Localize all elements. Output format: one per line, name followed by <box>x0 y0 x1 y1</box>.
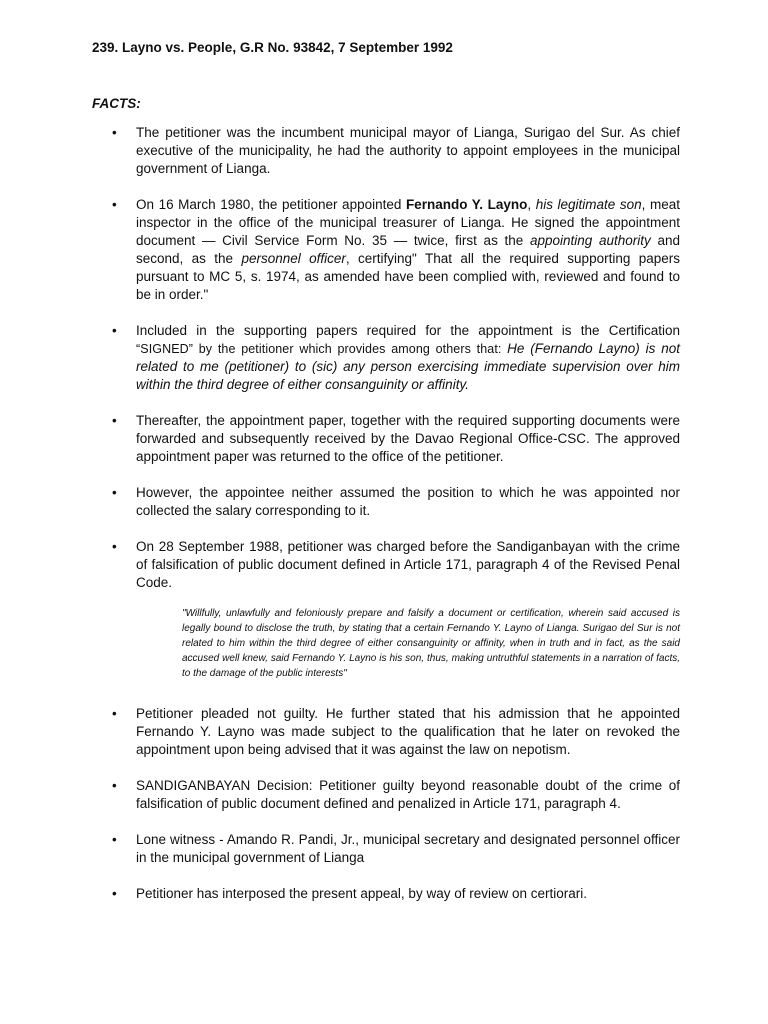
bullet-icon: • <box>112 539 117 554</box>
list-item <box>92 412 680 466</box>
bullet-icon: • <box>112 778 117 793</box>
item-text: Thereafter, the appointment paper, together with the required supporting documents were forwarded and subsequently received by the Davao Regional Office-CSC. The approved appointment paper was returned to the office of the petitioner. <box>136 413 680 464</box>
list-item <box>92 777 680 813</box>
bullet-icon: • <box>112 706 117 721</box>
item-text: On 28 September 1988, petitioner was charged before the Sandiganbayan with the crime of falsification of public document defined in Article 171, paragraph 4 of the Revised Penal Code. <box>136 539 680 590</box>
item-text: , certifying" That all the required supporting papers pursuant to MC 5, s. 1974, as amended have been complied with, reviewed and found to be in order." <box>136 251 680 302</box>
item-text: However, the appointee neither assumed the position to which he was appointed nor collected the salary corresponding to it. <box>136 485 680 518</box>
bullet-icon: • <box>112 886 117 901</box>
relation-text: his legitimate son <box>535 197 642 212</box>
bullet-icon: • <box>112 323 117 338</box>
bullet-icon: • <box>112 485 117 500</box>
bullet-icon: • <box>112 125 117 140</box>
item-text: The petitioner was the incumbent municipal mayor of Lianga, Surigao del Sur. As chief executive of the municipality, he had the authority to appoint employees in the municipal government of Lianga. <box>136 125 680 176</box>
item-text: , meat inspector in the office of the municipal treasurer of Lianga. He signed the appointment document — Civil Service Form No. 35 — twice, first as the <box>136 197 680 248</box>
list-item <box>92 831 680 867</box>
bullet-icon: • <box>112 197 117 212</box>
certification-text: He (Fernando Layno) is not related to me (petitioner) to (sic) any person exercising immediate supervision over him within the third degree of either consanguinity or affinity. <box>136 341 680 392</box>
role-text: appointing authority <box>529 233 651 248</box>
item-text: On 16 March 1980, the petitioner appointed <box>136 197 406 212</box>
item-text: Petitioner pleaded not guilty. He further stated that his admission that he appointed Fernando Y. Layno was made subject to the qualification that he later on revoked the appointment upon being advised that it was against the law on nepotism. <box>136 706 680 757</box>
item-text: Lone witness - Amando R. Pandi, Jr., municipal secretary and designated personnel officer in the municipal government of Lianga <box>136 832 680 865</box>
bullet-icon: • <box>112 413 117 428</box>
facts-heading: FACTS: <box>92 96 141 111</box>
list-item <box>92 124 680 178</box>
role-text: personnel officer <box>241 251 346 266</box>
facts-list <box>92 124 680 921</box>
bullet-icon: • <box>112 832 117 847</box>
item-text: , <box>527 197 536 212</box>
signed-text: “SIGNED” by the petitioner which provides among others that: <box>136 342 508 356</box>
list-item <box>92 484 680 520</box>
list-item <box>92 885 680 903</box>
item-text: Included in the supporting papers required for the appointment is the Certification <box>136 323 680 338</box>
list-item <box>92 705 680 759</box>
appointee-name: Fernando Y. Layno <box>405 197 528 212</box>
list-item <box>92 196 680 304</box>
item-text: SANDIGANBAYAN Decision: Petitioner guilty beyond reasonable doubt of the crime of falsification of public document defined and penalized in Article 171, paragraph 4. <box>136 778 680 811</box>
list-item <box>92 538 680 592</box>
information-quote: "Willfully, unlawfully and feloniously prepare and falsify a document or certification, wherein said accused is legally bound to disclose the truth, by stating that a certain Fernando Y. Layno of Lianga. Surigao del Sur is not related to him within the third degree of either consanguinity or affinity, when in truth and in fact, as the said accused well knew, said Fernando Y. Layno is his son, thus, making untruthful statements in a narration of facts, to the damage of the public interests" <box>182 608 680 679</box>
list-item <box>92 322 680 394</box>
case-title: 239. Layno vs. People, G.R No. 93842, 7 September 1992 <box>92 40 453 55</box>
item-text: and second, as the <box>136 233 681 266</box>
item-text: Petitioner has interposed the present appeal, by way of review on certiorari. <box>136 886 587 901</box>
